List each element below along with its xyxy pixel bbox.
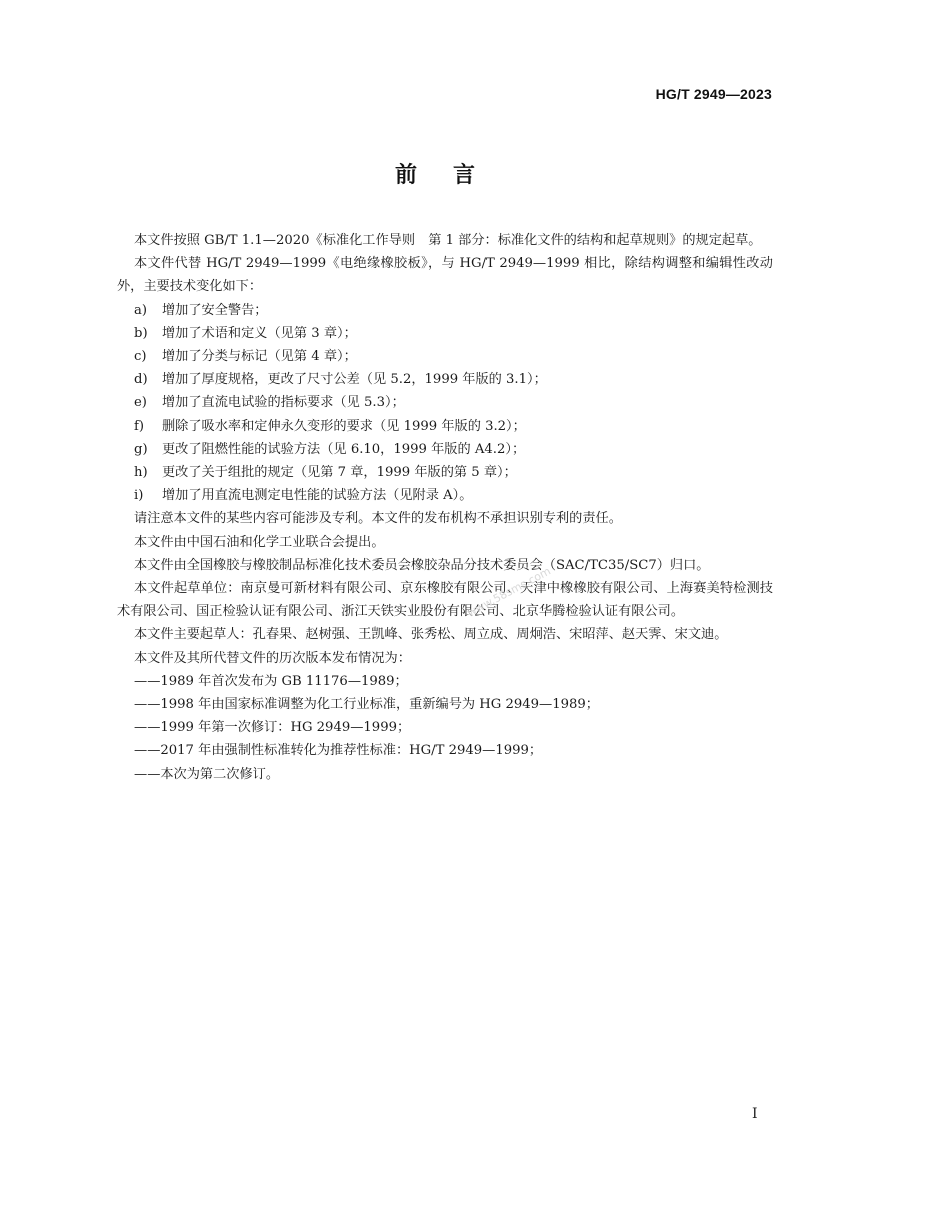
page-number: I [752, 1106, 758, 1122]
list-item [117, 438, 773, 461]
paragraph-patent-notice: 请注意本文件的某些内容可能涉及专利。本文件的发布机构不承担识别专利的责任。 [134, 511, 622, 527]
list-marker: f) [134, 418, 145, 434]
paragraph-drafting-units: 本文件起草单位：南京曼可新材料有限公司、京东橡胶有限公司、天津中橡橡胶有限公司、上海赛美特检测技术有限公司、国正检验认证有限公司、浙江天铁实业股份有限公司、北京华腾检验认证有限公司。 [117, 581, 773, 620]
list-item-text: 增加了安全警告； [162, 302, 268, 318]
paragraph-replacement: 本文件代替 HG/T 2949—1999《电绝缘橡胶板》，与 HG/T 2949—1999 相比，除结构调整和编辑性改动外，主要技术变化如下： [117, 256, 773, 295]
history-item: ——1998 年由国家标准调整为化工行业标准，重新编号为 HG 2949—1989； [134, 697, 599, 713]
history-item: ——本次为第二次修订。 [134, 766, 280, 782]
paragraph-centralized: 本文件由全国橡胶与橡胶制品标准化技术委员会橡胶杂品分技术委员会（SAC/TC35/SC7）归口。 [134, 557, 710, 573]
list-item [117, 368, 773, 391]
list-item [117, 322, 773, 345]
list-item-text: 更改了关于组批的规定（见第 7 章，1999 年版的第 5 章）； [162, 465, 517, 481]
list-item-text: 增加了厚度规格，更改了尺寸公差（见 5.2，1999 年版的 3.1）； [162, 372, 547, 388]
watermark: www.58sms.com [465, 564, 553, 620]
list-marker: h) [134, 465, 148, 481]
standard-code: HG/T 2949—2023 [655, 86, 772, 102]
list-marker: a) [134, 302, 148, 318]
list-marker: i) [134, 488, 144, 504]
list-marker: e) [134, 395, 147, 411]
list-marker: c) [134, 349, 147, 365]
history-item: ——2017 年由强制性标准转化为推荐性标准：HG/T 2949—1999； [134, 743, 543, 759]
history-item: ——1989 年首次发布为 GB 11176—1989； [134, 673, 408, 689]
list-item-text: 增加了直流电试验的指标要求（见 5.3）； [162, 395, 405, 411]
list-item-text: 删除了吸水率和定伸永久变形的要求（见 1999 年版的 3.2）； [162, 418, 526, 434]
list-marker: b) [134, 325, 148, 341]
list-item-text: 增加了分类与标记（见第 4 章）； [162, 349, 357, 365]
list-marker: g) [134, 441, 148, 457]
list-item [117, 391, 773, 414]
list-item [117, 484, 773, 507]
history-item: ——1999 年第一次修订：HG 2949—1999； [134, 720, 411, 736]
list-item-text: 增加了用直流电测定电性能的试验方法（见附录 A）。 [162, 488, 473, 504]
list-item-text: 更改了阻燃性能的试验方法（见 6.10，1999 年版的 A4.2）； [162, 441, 526, 457]
paragraph-proposer: 本文件由中国石油和化学工业联合会提出。 [134, 534, 385, 550]
paragraph-drafters: 本文件主要起草人：孔春果、赵树强、王凯峰、张秀松、周立成、周炯浩、宋昭萍、赵天霁、宋文迪。 [134, 627, 728, 643]
paragraph-history-intro: 本文件及其所代替文件的历次版本发布情况为： [134, 650, 411, 666]
list-item [117, 299, 773, 322]
list-item [117, 415, 773, 438]
list-marker: d) [134, 372, 148, 388]
document-body [117, 229, 773, 786]
paragraph-drafting-basis: 本文件按照 GB/T 1.1—2020《标准化工作导则 第 1 部分：标准化文件的结构和起草规则》的规定起草。 [134, 233, 762, 248]
list-item [117, 345, 773, 368]
list-item-text: 增加了术语和定义（见第 3 章）； [162, 325, 357, 341]
list-item [117, 461, 773, 484]
page-title: 前言 [394, 163, 511, 188]
technical-changes-list [117, 299, 773, 508]
version-history-list [117, 670, 773, 786]
